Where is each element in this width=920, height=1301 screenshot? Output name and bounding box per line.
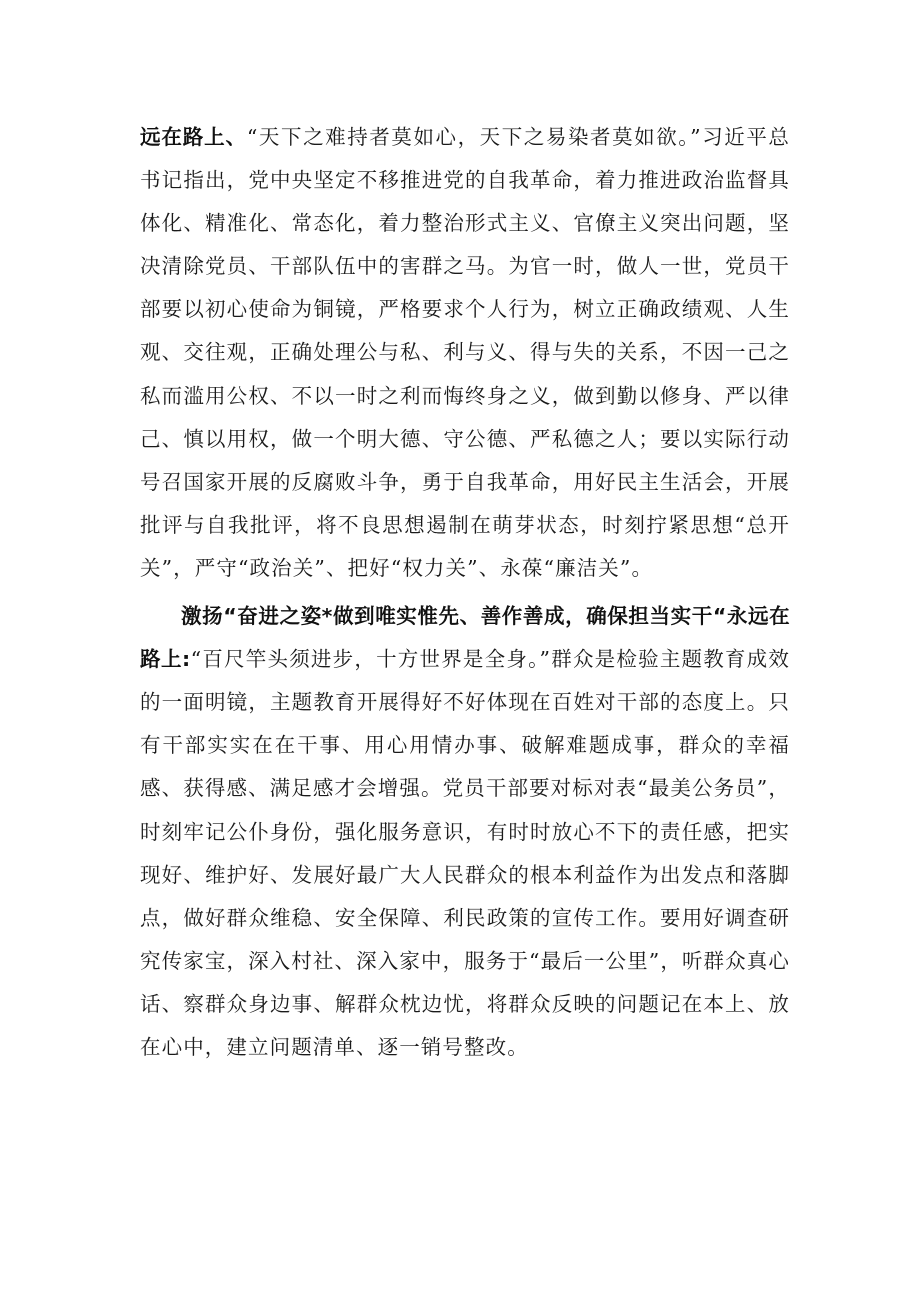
paragraph-1-lead: 远在路上、 xyxy=(140,125,247,149)
paragraph-2-body: “百尺竿头须进步，十方世界是全身。”群众是检验主题教育成效的一面明镜，主题教育开展得好不好体现在百姓对干部的态度上。只有干部实实在在干事、用心用情办事、破解难题成事，群众的幸福感、获得感、满足感才会增强。党员干部要对标对表“最美公务员”，时刻牢记公仆身份，强化服务意识，有时时放心不下的责任感，把实现好、维护好、发展好最广大人民群众的根本利益作为出发点和落脚点，做好群众维稳、安全保障、利民政策的宣传工作。要用好调查研究传家宝，深入村社、深入家中，服务于“最后一公里”，听群众真心话、察群众身边事、解群众枕边忧，将群众反映的问题记在本上、放在心中，建立问题清单、逐一销号整改。 xyxy=(140,647,791,1059)
paragraph-2-lead: 激扬“奋进之姿*做到唯实惟先、善作善成，确保担当实干“永远在路上: xyxy=(140,604,790,672)
paragraph-1 xyxy=(140,116,790,590)
paragraph-2 xyxy=(140,595,790,1069)
paragraph-1-body: “天下之难持者莫如心，天下之易染者莫如欲。”习近平总书记指出，党中央坚定不移推进党的自我革命，着力推进政治监督具体化、精准化、常态化，着力整治形式主义、官僚主义突出问题，坚决清除党员、干部队伍中的害群之马。为官一时，做人一世，党员干部要以初心使命为铜镜，严格要求个人行为，树立正确政绩观、人生观、交往观，正确处理公与私、利与义、得与失的关系，不因一己之私而滥用公权、不以一时之利而悔终身之义，做到勤以修身、严以律己、慎以用权，做一个明大德、守公德、严私德之人；要以实际行动号召国家开展的反腐败斗争，勇于自我革命，用好民主生活会，开展批评与自我批评，将不良思想遏制在萌芽状态，时刻拧紧思想“总开关”，严守“政治关”、把好“权力关”、永葆“廉洁关”。 xyxy=(140,125,791,580)
document-body xyxy=(140,116,790,1069)
